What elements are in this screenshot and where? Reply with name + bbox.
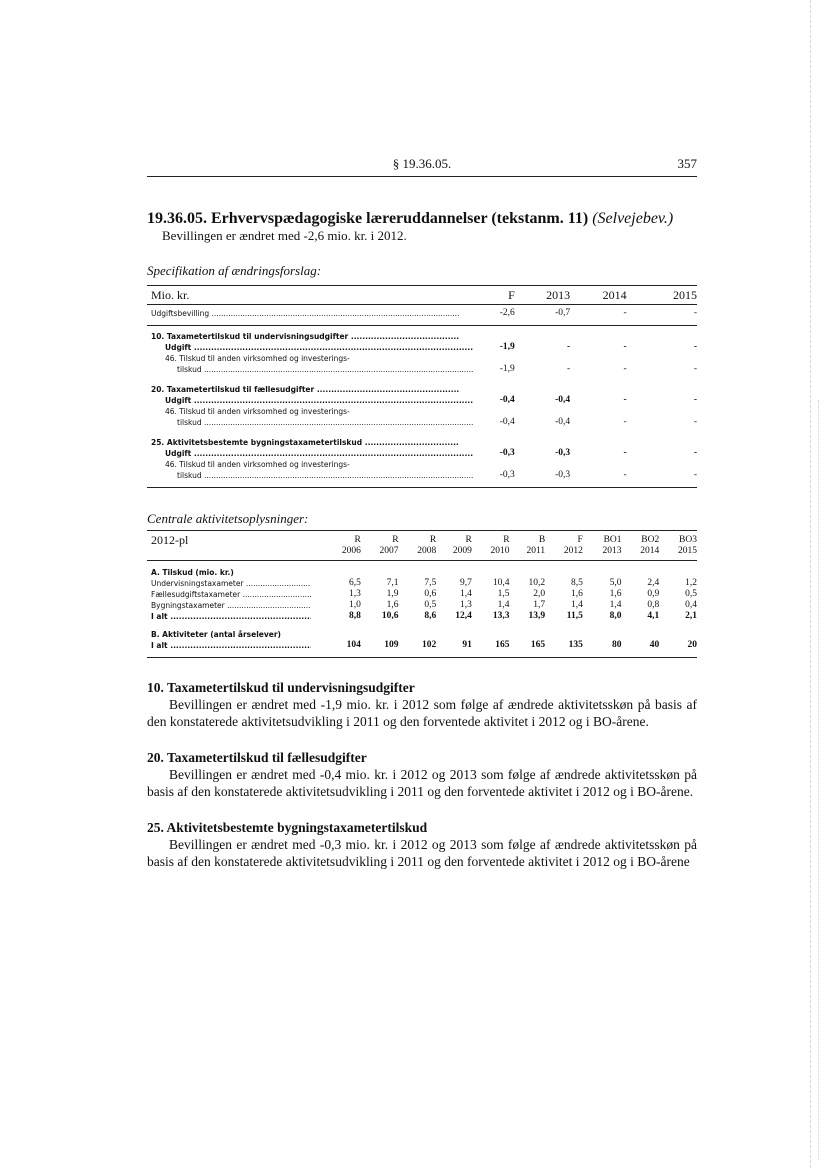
activity-col-type: F xyxy=(577,535,583,545)
group-title: 25. Aktivitetsbestemte bygningstaxametertilskud xyxy=(151,438,363,447)
spec-header-row xyxy=(147,286,697,305)
activity-header-row xyxy=(147,546,697,561)
spec-col-header: F xyxy=(473,286,527,305)
section-heading: 10. Taxametertilskud til undervisningsudgifter xyxy=(147,680,415,695)
row-label: I alt xyxy=(151,641,168,650)
table-cell: 7,5 xyxy=(424,578,437,588)
table-cell: -1,9 xyxy=(499,342,515,352)
activity-col-type: BO2 xyxy=(641,535,660,545)
spec-col-header: 2015 xyxy=(641,286,697,305)
spec-col-header: 2014 xyxy=(584,286,640,305)
group-title: 20. Taxametertilskud til fællesudgifter xyxy=(151,385,315,394)
table-cell: - xyxy=(623,342,627,352)
table-row xyxy=(147,417,697,428)
table-cell: - xyxy=(623,448,627,458)
activity-col-type: B xyxy=(538,535,546,545)
table-row xyxy=(147,578,697,589)
activity-col-type: BO1 xyxy=(603,535,622,545)
table-cell: 2,4 xyxy=(647,578,660,588)
running-head xyxy=(147,154,697,177)
table-cell: 5,0 xyxy=(609,578,622,588)
table-cell: 20 xyxy=(687,640,697,650)
section-body: Bevillingen er ændret med -1,9 mio. kr. i 2012 som følge af ændrede aktivitetsskøn på basis af den konstaterede aktivitetsudvikling i 2011 og den forventede aktivitet i 2012 og i BO-årene. xyxy=(147,697,697,729)
activity-col-year: 2014 xyxy=(622,546,660,561)
table-row xyxy=(147,353,697,364)
spec-col-header: Mio. kr. xyxy=(147,286,473,305)
table-cell: 165 xyxy=(495,640,510,650)
table-cell: - xyxy=(623,364,627,374)
activity-header-row xyxy=(147,531,697,547)
text-section xyxy=(147,750,697,800)
table-row xyxy=(147,448,697,459)
activity-col-type: R xyxy=(392,535,399,545)
row-label: 46. Tilskud til anden virksomhed og investerings- xyxy=(165,354,350,363)
table-cell: 1,3 xyxy=(459,600,472,610)
table-cell: - xyxy=(693,448,697,458)
table-cell: - xyxy=(693,364,697,374)
title-subtitle: Bevillingen er ændret med -2,6 mio. kr. i 2012. xyxy=(162,228,407,243)
table-cell: 1,4 xyxy=(609,600,622,610)
activity-col-year: 2015 xyxy=(659,546,697,561)
table-cell: - xyxy=(623,417,627,427)
row-label: I alt xyxy=(151,612,168,621)
table-row xyxy=(147,437,697,448)
table-cell: -0,4 xyxy=(555,395,571,405)
spec-col-header: 2013 xyxy=(527,286,584,305)
page-number: 357 xyxy=(677,156,697,171)
table-cell: - xyxy=(623,470,627,480)
row-label: 46. Tilskud til anden virksomhed og investerings- xyxy=(165,407,350,416)
table-row xyxy=(147,640,697,658)
table-cell: 135 xyxy=(568,640,583,650)
table-cell: 0,9 xyxy=(647,589,660,599)
activity-col-year: 2012 xyxy=(545,546,583,561)
table-cell: 109 xyxy=(384,640,399,650)
table-cell: 1,4 xyxy=(497,600,510,610)
table-cell: 8,5 xyxy=(570,578,583,588)
group-title: 10. Taxametertilskud til undervisningsudgifter xyxy=(151,332,349,341)
activity-col-type: R xyxy=(465,535,472,545)
activity-col-year: 2007 xyxy=(361,546,399,561)
table-cell: 0,5 xyxy=(685,589,697,599)
table-cell: 0,4 xyxy=(685,600,697,610)
table-cell: -0,3 xyxy=(555,448,571,458)
table-row xyxy=(147,406,697,417)
table-cell: 104 xyxy=(346,640,361,650)
row-label: Udgift xyxy=(165,396,192,405)
text-section xyxy=(147,820,697,870)
table-cell: - xyxy=(693,470,697,480)
table-cell: -0,3 xyxy=(499,470,515,480)
table-cell: 0,6 xyxy=(424,589,437,599)
row-label: Fællesudgiftstaxameter xyxy=(151,590,241,599)
row-label: Undervisningstaxameter xyxy=(151,579,244,588)
table-cell: -1,9 xyxy=(499,364,515,374)
table-cell: 8,8 xyxy=(349,611,361,621)
table-cell: - xyxy=(693,308,697,318)
title-type: (Selvejebev.) xyxy=(592,210,674,227)
table-cell: 40 xyxy=(649,640,660,650)
table-cell: - xyxy=(567,364,571,374)
activity-col-type: BO3 xyxy=(679,535,697,545)
table-cell: - xyxy=(623,395,627,405)
table-cell: 13,9 xyxy=(528,611,546,621)
row-label: Udgift xyxy=(165,449,192,458)
table-cell: 9,7 xyxy=(459,578,472,588)
table-cell: 13,3 xyxy=(492,611,510,621)
table-cell: 12,4 xyxy=(455,611,472,621)
table-cell: 1,0 xyxy=(349,600,361,610)
table-row xyxy=(147,561,697,579)
activity-col-year: 2010 xyxy=(472,546,510,561)
text-section xyxy=(147,680,697,730)
spec-heading: Specifikation af ændringsforslag: xyxy=(147,263,322,278)
table-cell: 4,1 xyxy=(647,611,660,621)
activity-row-label: 2012-pl xyxy=(151,533,189,547)
table-row xyxy=(147,305,697,326)
table-cell: 1,9 xyxy=(386,589,399,599)
activity-col-type: R xyxy=(354,535,361,545)
section-heading: 20. Taxametertilskud til fællesudgifter xyxy=(147,750,367,765)
table-cell: -0,4 xyxy=(555,417,571,427)
section-body: Bevillingen er ændret med -0,3 mio. kr. i 2012 og 2013 som følge af ændrede aktivitetsskøn på basis af den konstaterede aktivitetsudvikling i 2011 og den forventede aktivitet i 2012 og i BO-årene xyxy=(147,837,697,869)
scan-edge-line xyxy=(817,400,819,1160)
table-row xyxy=(147,589,697,600)
section-body: Bevillingen er ændret med -0,4 mio. kr. i 2012 og 2013 som følge af ændrede aktivitetsskøn på basis af den konstaterede aktivitetsudvikling i 2011 og den forventede aktivitet i 2012 og i BO-årene. xyxy=(147,767,697,799)
table-cell: 10,2 xyxy=(528,578,546,588)
activity-col-year: 2008 xyxy=(399,546,437,561)
table-cell: 7,1 xyxy=(386,578,399,588)
row-label: Bygningstaxameter xyxy=(151,601,225,610)
scan-edge-line xyxy=(809,0,811,1168)
table-cell: 1,6 xyxy=(570,589,583,599)
page-title xyxy=(147,209,697,228)
spec-table xyxy=(147,285,697,488)
table-cell: 1,6 xyxy=(609,589,622,599)
table-row xyxy=(147,395,697,406)
table-cell: 1,4 xyxy=(570,600,583,610)
table-cell: 1,5 xyxy=(497,589,510,599)
table-row xyxy=(147,459,697,470)
activity-heading: Centrale aktivitetsoplysninger: xyxy=(147,511,309,526)
table-cell: 1,4 xyxy=(459,589,472,599)
activity-col-year: 2006 xyxy=(320,546,361,561)
activity-col-year: 2013 xyxy=(583,546,622,561)
table-cell: -0,4 xyxy=(499,417,515,427)
table-cell: - xyxy=(693,342,697,352)
table-cell: 80 xyxy=(612,640,622,650)
table-cell: 11,5 xyxy=(566,611,583,621)
row-label: Udgift xyxy=(165,343,192,352)
activity-col-type: R xyxy=(429,535,437,545)
running-head-section: § 19.36.05. xyxy=(392,156,452,171)
table-cell: 8,0 xyxy=(609,611,622,621)
section-label: B. Aktiviteter (antal årselever) xyxy=(151,630,281,639)
table-row xyxy=(147,342,697,353)
table-cell: -0,3 xyxy=(499,448,515,458)
table-row xyxy=(147,364,697,375)
table-row xyxy=(147,326,697,343)
table-cell: 1,2 xyxy=(685,578,697,588)
table-cell: -0,4 xyxy=(499,395,515,405)
activity-col-year: 2009 xyxy=(436,546,472,561)
table-row xyxy=(147,629,697,640)
table-cell: - xyxy=(623,308,627,318)
table-cell: 2,1 xyxy=(685,611,697,621)
table-cell: - xyxy=(567,342,571,352)
table-row xyxy=(147,611,697,622)
table-cell: 1,7 xyxy=(533,600,546,610)
section-heading: 25. Aktivitetsbestemte bygningstaxametertilskud xyxy=(147,820,428,835)
table-cell: 10,4 xyxy=(492,578,510,588)
section-label: A. Tilskud (mio. kr.) xyxy=(151,568,234,577)
table-cell: 10,6 xyxy=(381,611,399,621)
table-cell: 8,6 xyxy=(424,611,437,621)
table-cell: -2,6 xyxy=(499,308,515,318)
title-main: 19.36.05. Erhvervspædagogiske læreruddannelser (tekstanm. 11) xyxy=(147,210,589,227)
row-label: tilskud xyxy=(177,365,202,374)
activity-col-type: R xyxy=(503,535,510,545)
table-cell: 102 xyxy=(421,640,437,650)
table-cell: 1,3 xyxy=(349,589,361,599)
table-cell: -0,7 xyxy=(555,308,571,318)
row-label: tilskud xyxy=(177,418,202,427)
table-cell: 1,6 xyxy=(386,600,399,610)
table-row xyxy=(147,600,697,611)
page-content xyxy=(147,154,697,870)
activity-col-year: 2011 xyxy=(510,546,546,561)
table-cell: 165 xyxy=(530,640,546,650)
row-label: 46. Tilskud til anden virksomhed og investerings- xyxy=(165,460,350,469)
table-cell: 6,5 xyxy=(349,578,361,588)
table-cell: 0,5 xyxy=(424,600,437,610)
table-cell: - xyxy=(693,417,697,427)
row-label: Udgiftsbevilling xyxy=(151,309,210,318)
table-cell: 0,8 xyxy=(647,600,660,610)
table-row xyxy=(147,384,697,395)
table-cell: -0,3 xyxy=(555,470,571,480)
activity-table xyxy=(147,530,697,658)
table-cell: - xyxy=(693,395,697,405)
table-cell: 2,0 xyxy=(533,589,546,599)
table-row xyxy=(147,470,697,488)
table-cell: 91 xyxy=(462,640,472,650)
row-label: tilskud xyxy=(177,471,202,480)
